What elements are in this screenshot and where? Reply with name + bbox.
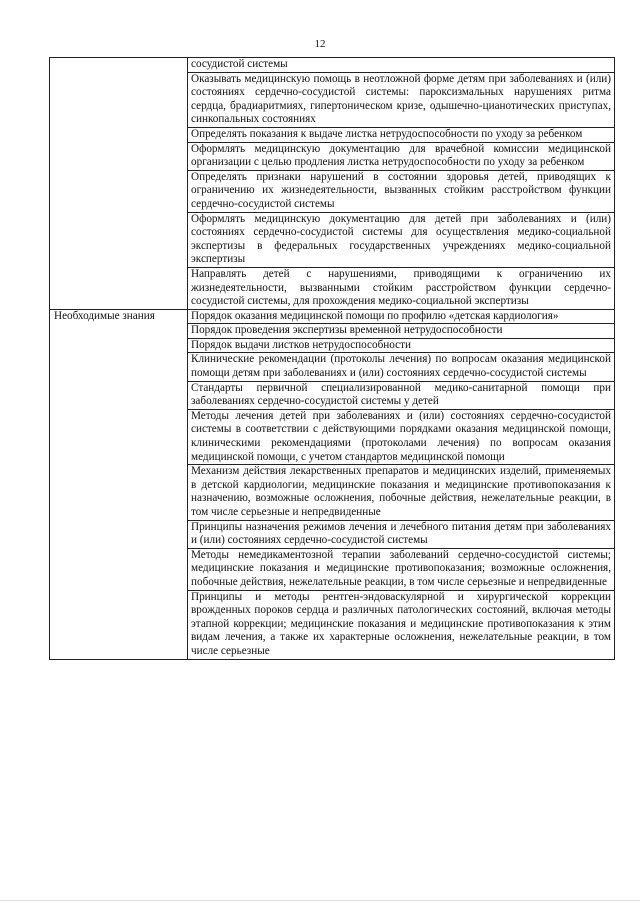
requirement-text: Порядок выдачи листков нетрудоспособности [188,338,615,353]
requirement-text: Порядок оказания медицинской помощи по профилю «детская кардиология» [188,309,615,324]
table-row [50,58,615,73]
requirement-text: Порядок проведения экспертизы временной нетрудоспособности [188,324,615,339]
requirement-text: Методы немедикаментозной терапии заболеваний сердечно-сосудистой системы; медицинские показания и медицинские противопоказания; возможные осложнения, побочные действия, нежелательные реакции, в том числе серьезные и непредвиденные [188,548,615,590]
requirement-text: Определять показания к выдаче листка нетрудоспособности по уходу за ребенком [188,127,615,142]
requirement-text: Клинические рекомендации (протоколы лечения) по вопросам оказания медицинской помощи детям при заболеваниях и (или) состояниях сердечно-сосудистой системы [188,353,615,381]
requirement-text: Механизм действия лекарственных препаратов и медицинских изделий, применяемых в детской кардиологии, медицинские показания и медицинские противопоказания к назначению, возможные осложнения, побочные действия, нежелательные реакции, в том числе серьезные и непредвиденные [188,465,615,520]
requirement-text: Оказывать медицинскую помощь в неотложной форме детям при заболеваниях и (или) состояниях сердечно-сосудистой системы: пароксизмальных нарушениях ритма сердца, брадиаритмиях, гипертоническом кризе, одышечно-цианотических приступах, синкопальных состояниях [188,72,615,127]
page-number: 12 [314,38,326,50]
page-edge [0,900,640,901]
table-row [50,309,615,324]
requirement-text: Стандарты первичной специализированной медико-санитарной помощи при заболеваниях сердечно-сосудистой системы у детей [188,381,615,409]
requirement-text: Принципы назначения режимов лечения и лечебного питания детям при заболеваниях и (или) состояниях сердечно-сосудистой системы [188,520,615,548]
requirements-table [49,57,615,660]
requirement-text: Методы лечения детей при заболеваниях и (или) состояниях сердечно-сосудистой системы в соответствии с действующими порядками оказания медицинской помощи, клиническими рекомендациями (протоколами лечения) по вопросам оказания медицинской помощи, с учетом стандартов медицинской помощи [188,409,615,464]
requirement-text: Принципы и методы рентген-эндоваскулярной и хирургической коррекции врожденных пороков сердца и различных патологических состояний, включая методы этапной коррекции; медицинские показания и медицинские противопоказания к этим видам лечения, а также их характерные осложнения, нежелательные реакции, в том числе серьезные [188,590,615,659]
requirement-text: Оформлять медицинскую документацию для детей при заболеваниях и (или) состояниях сердечно-сосудистой системы для осуществления медико-социальной экспертизы в федеральных государственных учреждениях медико-социальной экспертизы [188,212,615,267]
table-body [50,58,615,660]
requirement-text: Определять признаки нарушений в состоянии здоровья детей, приводящих к ограничению их жизнедеятельности, вызванных стойким расстройством функции сердечно-сосудистой системы [188,170,615,212]
section-label [50,58,188,310]
requirement-text: Оформлять медицинскую документацию для врачебной комиссии медицинской организации с целью продления листка нетрудоспособности по уходу за ребенком [188,142,615,170]
requirement-text: Направлять детей с нарушениями, приводящими к ограничению их жизнедеятельности, вызванными стойким расстройством функции сердечно-сосудистой системы, для прохождения медико-социальной экспертизы [188,267,615,309]
section-label: Необходимые знания [50,309,188,659]
requirement-text: сосудистой системы [188,58,615,73]
